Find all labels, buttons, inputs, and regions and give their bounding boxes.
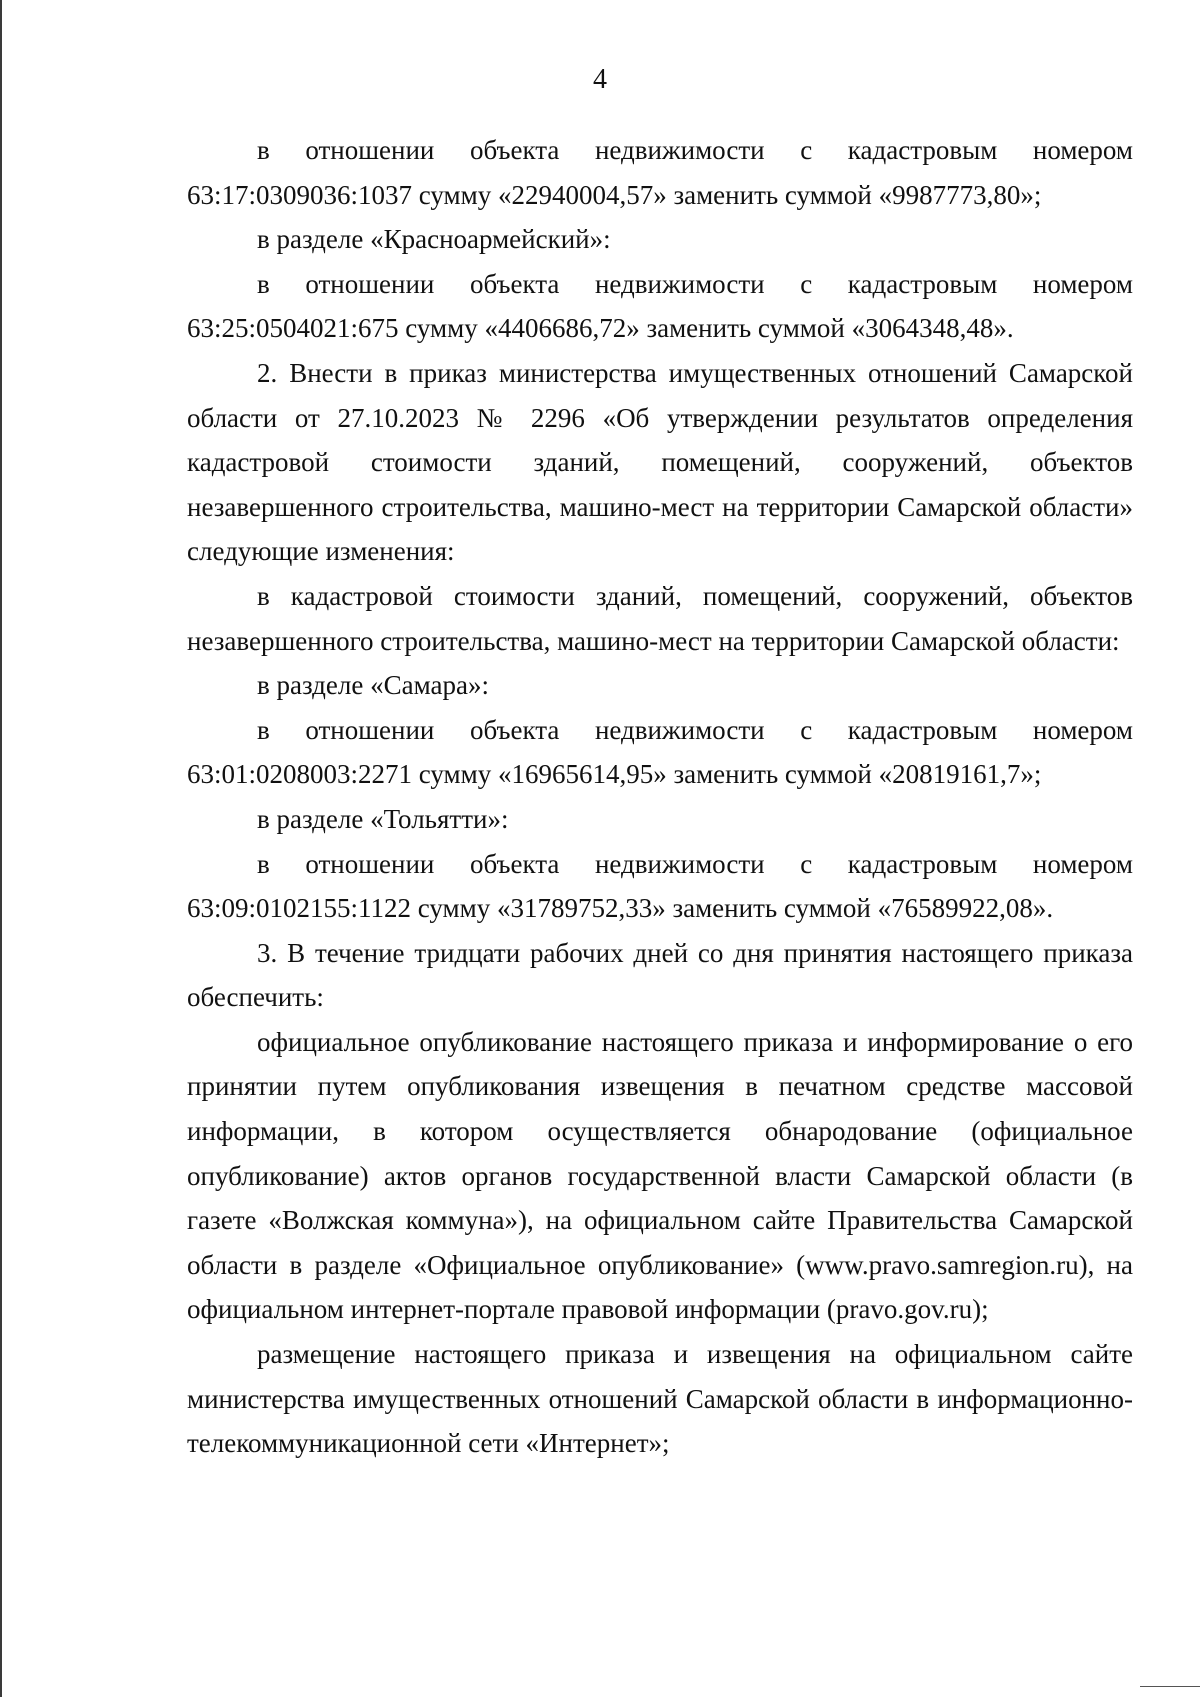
paragraph: размещение настоящего приказа и извещения на официальном сайте министерства имущественных отношений Самарской области в информационно-телекоммуникационной сети «Интернет»; bbox=[187, 1339, 1133, 1459]
paragraph: 3. В течение тридцати рабочих дней со дня принятия настоящего приказа обеспечить: bbox=[187, 937, 1133, 1013]
section-heading: в разделе «Самара»: bbox=[257, 670, 489, 701]
section-heading: в разделе «Тольятти»: bbox=[257, 803, 509, 834]
paragraph: официальное опубликование настоящего приказа и информирование о его принятии путем опубликования извещения в печатном средстве массовой информации, в котором осуществляется обнародование (официальное опубликование) актов органов государственной власти Самарской области (в газете «Волжская коммуна»), на официальном сайте Правительства Самарской области в разделе «Официальное опубликование» (www.pravo.samregion.ru), на официальном интернет-портале правовой информации (pravo.gov.ru); bbox=[187, 1026, 1133, 1325]
paragraph: в отношении объекта недвижимости с кадастровым номером 63:09:0102155:1122 сумму «31789752,33» заменить суммой «76589922,08». bbox=[187, 848, 1133, 924]
document-body bbox=[187, 128, 1133, 1466]
paragraph: в отношении объекта недвижимости с кадастровым номером 63:01:0208003:2271 сумму «16965614,95» заменить суммой «20819161,7»; bbox=[187, 714, 1133, 790]
scan-edge bbox=[0, 0, 2, 1697]
section-heading: в разделе «Красноармейский»: bbox=[257, 224, 611, 255]
paragraph: в кадастровой стоимости зданий, помещений, сооружений, объектов незавершенного строительства, машино-мест на территории Самарской области: bbox=[187, 580, 1133, 656]
paragraph: 2. Внести в приказ министерства имущественных отношений Самарской области от 27.10.2023 № 2296 «Об утверждении результатов определения кадастровой стоимости зданий, помещений, сооружений, объектов незавершенного строительства, машино-мест на территории Самарской области» следующие изменения: bbox=[187, 357, 1133, 567]
page-number: 4 bbox=[593, 64, 607, 95]
paragraph: в отношении объекта недвижимости с кадастровым номером 63:17:0309036:1037 сумму «22940004,57» заменить суммой «9987773,80»; bbox=[187, 135, 1133, 210]
paragraph: в отношении объекта недвижимости с кадастровым номером 63:25:0504021:675 сумму «4406686,72» заменить суммой «3064348,48». bbox=[187, 268, 1133, 344]
scan-mark bbox=[1140, 1686, 1200, 1687]
